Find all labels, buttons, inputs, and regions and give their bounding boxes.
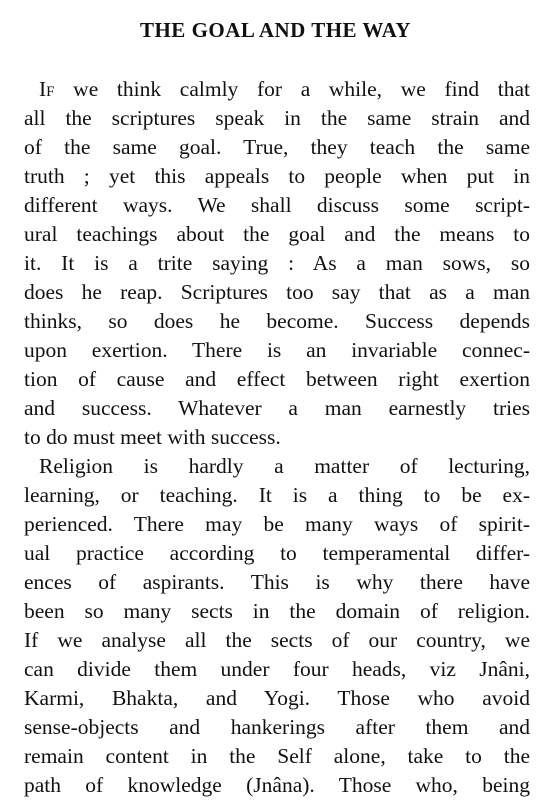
paragraph-2-line: ences of aspirants. This is why there have [24, 570, 530, 594]
paragraph-2-line: can divide them under four heads, viz Jnâni, [24, 657, 530, 681]
paragraph-2-line: perienced. There may be many ways of spirit- [24, 512, 530, 536]
paragraph-1-line: truth ; yet this appeals to people when put in [24, 164, 530, 188]
paragraph-1-line: all the scriptures speak in the same strain and [24, 106, 530, 130]
paragraph-1-line: it. It is a trite saying : As a man sows, so [24, 251, 530, 275]
paragraph-2-line-1: Religion is hardly a matter of lecturing, [39, 454, 530, 478]
paragraph-2-line: If we analyse all the sects of our country, we [24, 628, 530, 652]
paragraph-2-line: path of knowledge (Jnâna). Those who, being [24, 773, 530, 797]
paragraph-2-line: remain content in the Self alone, take to the [24, 744, 530, 768]
paragraph-2-line: Karmi, Bhakta, and Yogi. Those who avoid [24, 686, 530, 710]
paragraph-1-line-1 [39, 74, 530, 104]
paragraph-2-line: ual practice according to temperamental differ- [24, 541, 530, 565]
chapter-title: THE GOAL AND THE WAY [139, 18, 412, 42]
drop-lead-word: If [39, 77, 55, 101]
paragraph-1-line: different ways. We shall discuss some script- [24, 193, 530, 217]
paragraph-1-line: ural teachings about the goal and the means to [24, 222, 530, 246]
paragraph-1-line: does he reap. Scriptures too say that as a man [24, 280, 530, 304]
paragraph-1-line: thinks, so does he become. Success depends [24, 309, 530, 333]
paragraph-1-line: of the same goal. True, they teach the same [24, 135, 530, 159]
paragraph-1-line: upon exertion. There is an invariable connec- [24, 338, 530, 362]
paragraph-2-line: been so many sects in the domain of religion. [24, 599, 530, 623]
paragraph-2-line: learning, or teaching. It is a thing to be ex- [24, 483, 530, 507]
paragraph-1-last-line: to do must meet with success. [24, 425, 281, 449]
paragraph-2-line: sense-objects and hankerings after them and [24, 715, 530, 739]
paragraph-1-line-1-rest: we think calmly for a while, we find that [54, 77, 530, 101]
paragraph-1-line: and success. Whatever a man earnestly tries [24, 396, 530, 420]
paragraph-1-line: tion of cause and effect between right exertion [24, 367, 530, 391]
